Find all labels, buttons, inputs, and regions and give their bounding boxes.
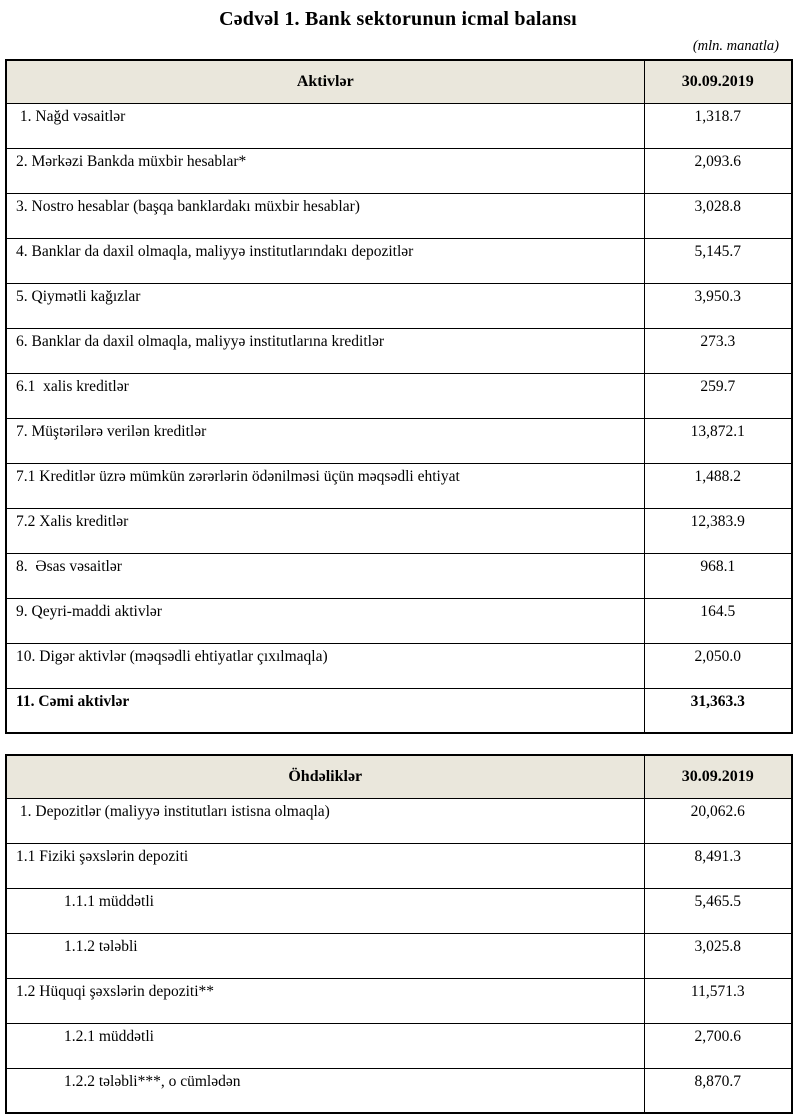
table-row (6, 418, 792, 463)
row-value: 1,488.2 (644, 463, 792, 508)
table-row (6, 148, 792, 193)
row-label: 3. Nostro hesablar (başqa banklardakı müxbir hesablar) (6, 193, 644, 238)
assets-header-row (6, 60, 792, 103)
table-row (6, 238, 792, 283)
table-row (6, 978, 792, 1023)
row-value: 5,145.7 (644, 238, 792, 283)
page-title: Cədvəl 1. Bank sektorunun icmal balansı (219, 8, 577, 30)
table-row (6, 1023, 792, 1068)
assets-header-label: Aktivlər (6, 60, 644, 103)
unit-note: (mln. manatla) (692, 38, 779, 54)
table-row (6, 328, 792, 373)
row-label: 1.2 Hüquqi şəxslərin depoziti** (6, 978, 644, 1023)
row-label: 7. Müştərilərə verilən kreditlər (6, 418, 644, 463)
table-row (6, 888, 792, 933)
liabilities-header-label: Öhdəliklər (6, 755, 644, 798)
row-value: 259.7 (644, 373, 792, 418)
table-row (6, 843, 792, 888)
row-label: 9. Qeyri-maddi aktivlər (6, 598, 644, 643)
row-value: 2,050.0 (644, 643, 792, 688)
row-label: 1.2.2 tələbli***, o cümlədən (6, 1068, 644, 1113)
row-label: 5. Qiymətli kağızlar (6, 283, 644, 328)
liabilities-header-date: 30.09.2019 (644, 755, 792, 798)
row-value: 8,491.3 (644, 843, 792, 888)
row-label: 1.1.1 müddətli (6, 888, 644, 933)
row-value: 20,062.6 (644, 798, 792, 843)
table-row (6, 553, 792, 598)
row-label: 1.1.2 tələbli (6, 933, 644, 978)
table-row (6, 598, 792, 643)
row-label: 1. Depozitlər (maliyyə institutları istisna olmaqla) (6, 798, 644, 843)
table-row (6, 508, 792, 553)
liabilities-table-body (6, 798, 792, 1113)
row-label: 8. Əsas vəsaitlər (6, 553, 644, 598)
row-value: 13,872.1 (644, 418, 792, 463)
table-row (6, 103, 792, 148)
assets-header-date: 30.09.2019 (644, 60, 792, 103)
row-value: 12,383.9 (644, 508, 792, 553)
row-value: 3,028.8 (644, 193, 792, 238)
row-label: 6.1 xalis kreditlər (6, 373, 644, 418)
table-row (6, 283, 792, 328)
row-value: 2,700.6 (644, 1023, 792, 1068)
row-label: 1.1 Fiziki şəxslərin depoziti (6, 843, 644, 888)
row-label: 7.1 Kreditlər üzrə mümkün zərərlərin ödənilməsi üçün məqsədli ehtiyat (6, 463, 644, 508)
row-label: 7.2 Xalis kreditlər (6, 508, 644, 553)
row-label: 6. Banklar da daxil olmaqla, maliyyə institutlarına kreditlər (6, 328, 644, 373)
assets-table-body (6, 103, 792, 733)
liabilities-table (5, 754, 793, 1114)
row-label: 4. Banklar da daxil olmaqla, maliyyə institutlarındakı depozitlər (6, 238, 644, 283)
row-label: 1. Nağd vəsaitlər (6, 103, 644, 148)
row-label: 2. Mərkəzi Bankda müxbir hesablar* (6, 148, 644, 193)
table-row (6, 688, 792, 733)
liabilities-header-row (6, 755, 792, 798)
table-row (6, 373, 792, 418)
table-row (6, 933, 792, 978)
row-value: 273.3 (644, 328, 792, 373)
table-row (6, 643, 792, 688)
table-row (6, 1068, 792, 1113)
row-value: 164.5 (644, 598, 792, 643)
row-value: 968.1 (644, 553, 792, 598)
row-value: 1,318.7 (644, 103, 792, 148)
row-value: 3,950.3 (644, 283, 792, 328)
table-row (6, 193, 792, 238)
table-row (6, 463, 792, 508)
row-label: 1.2.1 müddətli (6, 1023, 644, 1068)
row-value: 11,571.3 (644, 978, 792, 1023)
row-value: 5,465.5 (644, 888, 792, 933)
row-value: 8,870.7 (644, 1068, 792, 1113)
assets-table (5, 59, 793, 734)
row-value: 31,363.3 (644, 688, 792, 733)
table-row (6, 798, 792, 843)
row-value: 3,025.8 (644, 933, 792, 978)
row-label: 10. Digər aktivlər (məqsədli ehtiyatlar çıxılmaqla) (6, 643, 644, 688)
row-label: 11. Cəmi aktivlər (6, 688, 644, 733)
row-value: 2,093.6 (644, 148, 792, 193)
